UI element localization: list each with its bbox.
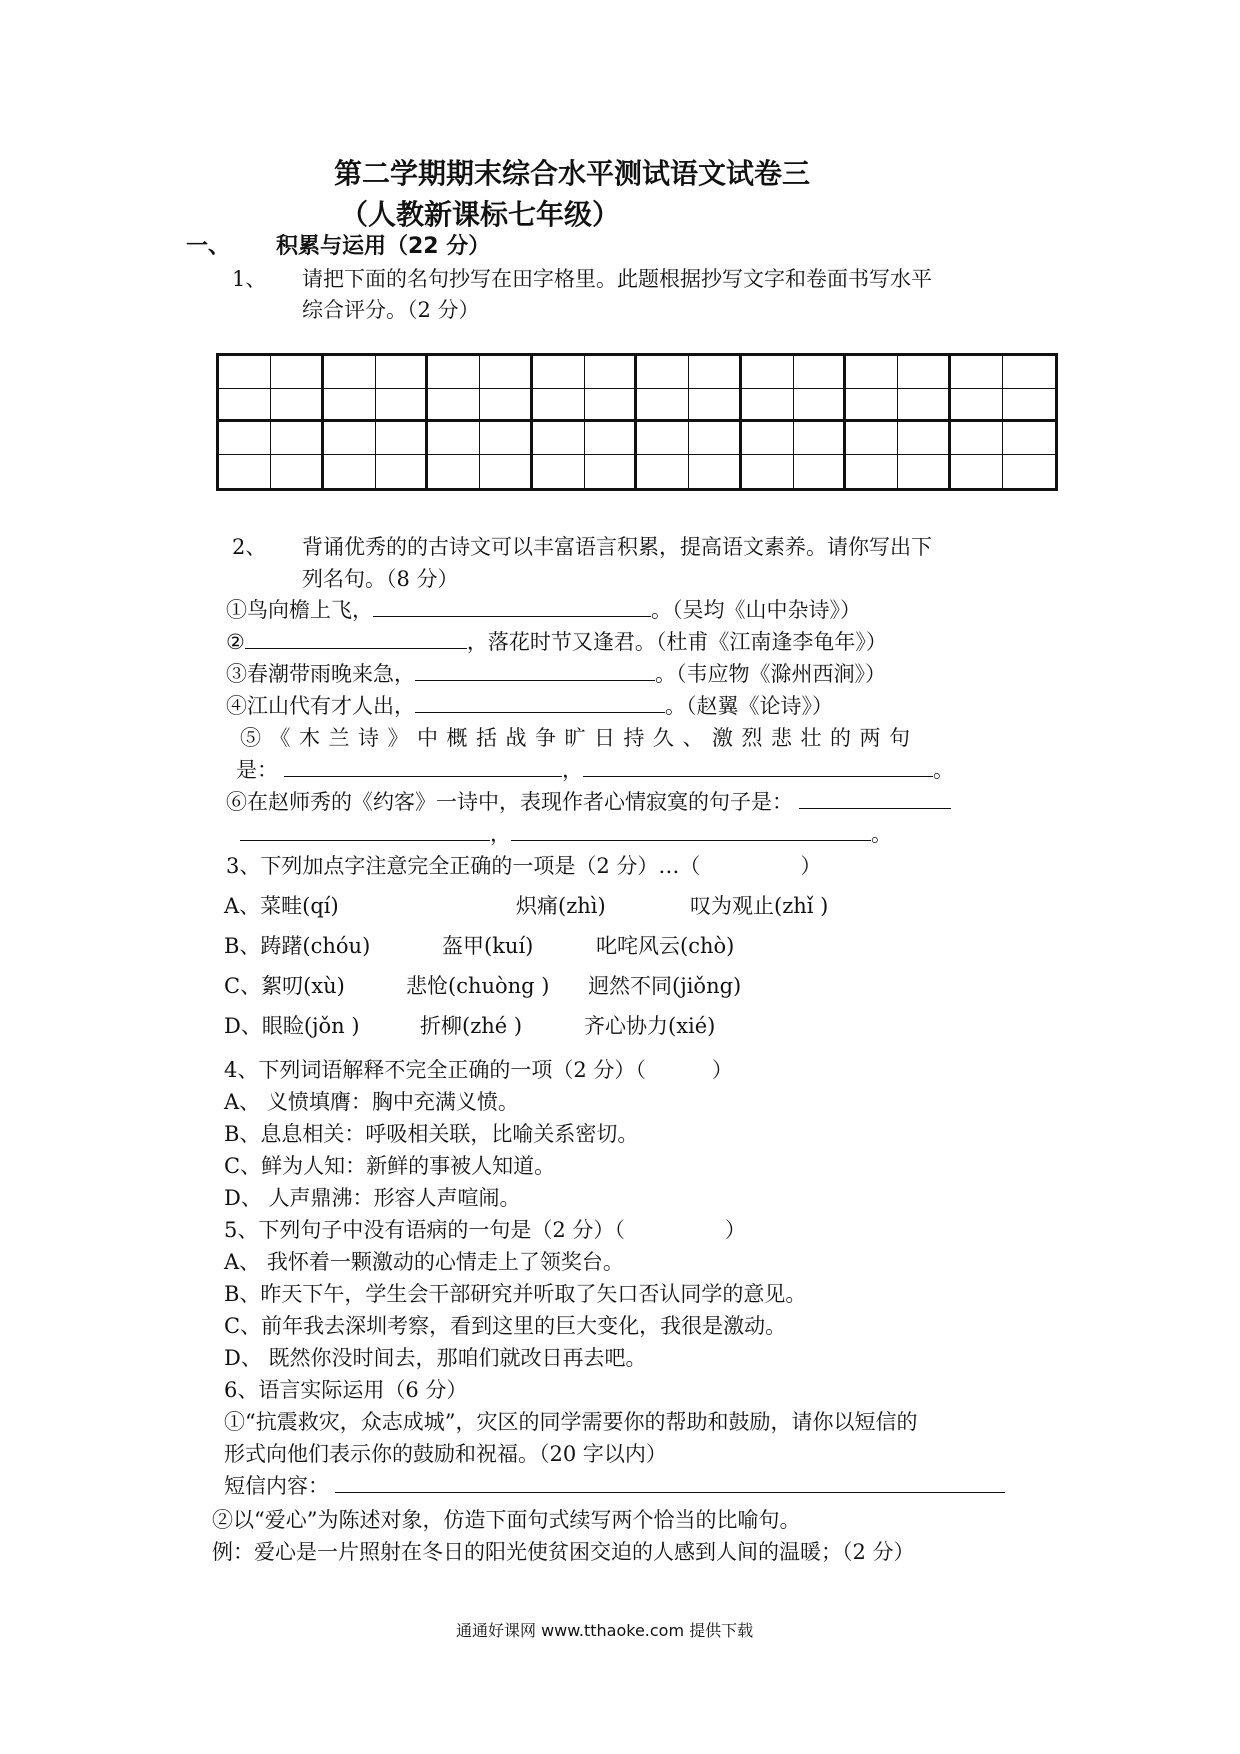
q6-example: 例：爱心是一片照射在冬日的阳光使贫困交迫的人感到人间的温暖；（2 分）	[212, 1540, 915, 1564]
q3-close: ）	[800, 854, 822, 878]
q3-stem	[226, 850, 821, 880]
q3-option-d1: D、眼睑(jǒn )	[224, 1014, 360, 1038]
answer-blank[interactable]	[511, 818, 871, 841]
grid-cell[interactable]	[1003, 389, 1055, 422]
q2-item-3	[226, 658, 886, 688]
q2-item-4-suffix: 。（赵翼《论诗》）	[665, 694, 833, 718]
answer-blank[interactable]	[240, 818, 490, 841]
page-title: 第二学期期末综合水平测试语文试卷三	[334, 157, 811, 190]
page-subtitle: （人教新课标七年级）	[340, 198, 621, 231]
grid-cell[interactable]	[794, 422, 846, 455]
grid-cell[interactable]	[637, 422, 689, 455]
q3-option-a1: A、菜畦(qí)	[224, 894, 339, 918]
section-title: 积累与运用（22 分）	[276, 234, 491, 259]
grid-cell[interactable]	[533, 455, 585, 488]
q4-stem-text: 4、下列词语解释不完全正确的一项（2 分）（	[224, 1058, 646, 1082]
answer-blank[interactable]	[284, 754, 562, 777]
grid-cell[interactable]	[742, 356, 794, 389]
footer-text: 通通好课网 www.tthaoke.com 提供下载	[456, 1621, 754, 1640]
q3-option-b2: 盔甲(kuí)	[442, 934, 534, 958]
grid-cell[interactable]	[428, 356, 480, 389]
grid-cell[interactable]	[637, 356, 689, 389]
q3-stem-text: 3、下列加点字注意完全正确的一项是（2 分）…（	[226, 854, 701, 878]
q6-part2-line1: ②以“爱心”为陈述对象，仿造下面句式续写两个恰当的比喻句。	[212, 1508, 801, 1532]
q2-item-6-line1	[226, 786, 951, 816]
answer-blank[interactable]	[583, 754, 933, 777]
q4-option-a: A、 义愤填膺：胸中充满义愤。	[224, 1090, 519, 1114]
grid-cell[interactable]	[324, 356, 376, 389]
q2-item-1-prefix: ①鸟向檐上飞，	[226, 598, 373, 622]
q4-option-c: C、鲜为人知：新鲜的事被人知道。	[224, 1154, 556, 1178]
answer-blank[interactable]	[415, 690, 665, 713]
grid-cell[interactable]	[219, 455, 271, 488]
grid-cell[interactable]	[898, 389, 950, 422]
q6-part1-line2: 形式向他们表示你的鼓励和祝福。（20 字以内）	[224, 1442, 667, 1466]
grid-cell[interactable]	[689, 389, 741, 422]
grid-cell[interactable]	[689, 356, 741, 389]
q5-option-b: B、昨天下午，学生会干部研究并听取了矢口否认同学的意见。	[224, 1282, 807, 1306]
q5-close: ）	[724, 1218, 746, 1242]
q3-option-c2: 悲怆(chuòng )	[406, 974, 550, 998]
grid-cell[interactable]	[480, 389, 532, 422]
q3-option-a3: 叹为观止(zhǐ )	[690, 894, 829, 918]
q2-item-1-suffix: 。（吴均《山中杂诗》）	[651, 598, 861, 622]
q2-item-2-prefix: ②	[226, 630, 245, 654]
answer-blank[interactable]	[415, 658, 655, 681]
grid-cell[interactable]	[637, 455, 689, 488]
grid-cell[interactable]	[428, 389, 480, 422]
q2-item-5-line2	[236, 754, 954, 784]
q1-number: 1、	[232, 267, 267, 291]
q3-option-d2: 折柳(zhé )	[420, 1014, 523, 1038]
grid-cell[interactable]	[742, 455, 794, 488]
grid-cell[interactable]	[689, 455, 741, 488]
answer-blank[interactable]	[373, 594, 651, 617]
grid-cell[interactable]	[324, 455, 376, 488]
q2-item-2	[226, 626, 887, 656]
q2-item-6-comma: ，	[490, 822, 511, 846]
grid-cell[interactable]	[428, 422, 480, 455]
q4-option-d: D、 人声鼎沸：形容人声喧闹。	[224, 1186, 521, 1210]
grid-cell[interactable]	[271, 356, 323, 389]
q2-line1: 背诵优秀的的古诗文可以丰富语言积累，提高语文素养。请你写出下	[302, 535, 932, 559]
grid-cell[interactable]	[324, 389, 376, 422]
q4-close: ）	[711, 1058, 733, 1082]
q2-item-5-line1: ⑤《木兰诗》中概括战争旷日持久、激烈悲壮的两句	[240, 726, 919, 750]
q3-option-a2: 炽痛(zhì)	[516, 894, 606, 918]
q3-option-b3: 叱咤风云(chò)	[596, 934, 735, 958]
q5-option-a: A、 我怀着一颗激动的心情走上了领奖台。	[224, 1250, 624, 1274]
q6-stem: 6、语言实际运用（6 分）	[224, 1378, 468, 1402]
grid-cell[interactable]	[480, 356, 532, 389]
q3-option-c3: 迥然不同(jiǒng)	[588, 974, 742, 998]
grid-cell[interactable]	[1003, 422, 1055, 455]
q2-item-4-prefix: ④江山代有才人出，	[226, 694, 415, 718]
q2-item-2-suffix: ，落花时节又逢君。（杜甫《江南逢李龟年》）	[466, 630, 887, 654]
grid-cell[interactable]	[376, 389, 428, 422]
q2-line2: 列名句。（8 分）	[302, 567, 459, 591]
grid-cell[interactable]	[585, 422, 637, 455]
grid-cell[interactable]	[742, 422, 794, 455]
grid-cell[interactable]	[376, 356, 428, 389]
sms-label: 短信内容：	[224, 1474, 329, 1498]
q1-line1: 请把下面的名句抄写在田字格里。此题根据抄写文字和卷面书写水平	[302, 267, 932, 291]
q3-option-b1: B、踌躇(chóu)	[224, 934, 371, 958]
grid-cell[interactable]	[219, 422, 271, 455]
sms-answer-blank[interactable]	[335, 1470, 1005, 1493]
grid-cell[interactable]	[1003, 455, 1055, 488]
q3-option-c1: C、絮叨(xù)	[224, 974, 345, 998]
grid-cell[interactable]	[794, 356, 846, 389]
grid-cell[interactable]	[637, 389, 689, 422]
grid-cell[interactable]	[846, 422, 898, 455]
q2-item-6-suffix: 。	[871, 822, 892, 846]
grid-cell[interactable]	[951, 422, 1003, 455]
q6-sms-row	[224, 1470, 1005, 1500]
q5-option-c: C、前年我去深圳考察，看到这里的巨大变化，我很是激动。	[224, 1314, 787, 1338]
q2-item-3-prefix: ③春潮带雨晚来急，	[226, 662, 415, 686]
answer-blank[interactable]	[799, 786, 951, 809]
grid-cell[interactable]	[898, 422, 950, 455]
grid-cell[interactable]	[689, 422, 741, 455]
q4-stem	[224, 1054, 733, 1084]
grid-cell[interactable]	[585, 356, 637, 389]
q2-item-5-suffix: 。	[933, 758, 954, 782]
q2-item-6-text: ⑥在赵师秀的《约客》一诗中，表现作者心情寂寞的句子是：	[226, 790, 793, 814]
grid-cell[interactable]	[480, 422, 532, 455]
grid-cell[interactable]	[324, 422, 376, 455]
grid-cell[interactable]	[480, 455, 532, 488]
grid-cell[interactable]	[794, 389, 846, 422]
tianzige-grid[interactable]	[216, 353, 1058, 491]
answer-blank[interactable]	[245, 626, 467, 649]
grid-cell[interactable]	[742, 389, 794, 422]
grid-cell[interactable]	[271, 422, 323, 455]
q2-item-3-suffix: 。（韦应物《滁州西涧》）	[655, 662, 886, 686]
q5-stem	[224, 1214, 746, 1244]
grid-cell[interactable]	[428, 455, 480, 488]
grid-cell[interactable]	[585, 389, 637, 422]
grid-cell[interactable]	[1003, 356, 1055, 389]
grid-cell[interactable]	[898, 455, 950, 488]
section-number: 一、	[186, 234, 231, 259]
q6-part1-line1: ①“抗震救灾，众志成城”，灾区的同学需要你的帮助和鼓励，请你以短信的	[224, 1410, 918, 1434]
grid-cell[interactable]	[951, 356, 1003, 389]
q5-stem-text: 5、下列句子中没有语病的一句是（2 分）（	[224, 1218, 625, 1242]
grid-cell[interactable]	[376, 455, 428, 488]
q4-option-b: B、息息相关：呼吸相关联，比喻关系密切。	[224, 1122, 639, 1146]
q2-item-5-prefix: 是：	[236, 758, 278, 782]
grid-cell[interactable]	[533, 389, 585, 422]
grid-cell[interactable]	[271, 389, 323, 422]
q2-number: 2、	[232, 535, 267, 559]
q5-option-d: D、 既然你没时间去，那咱们就改日再去吧。	[224, 1346, 647, 1370]
q2-item-1	[226, 594, 861, 624]
grid-cell[interactable]	[533, 356, 585, 389]
grid-cell[interactable]	[898, 356, 950, 389]
q2-item-5-comma: ，	[562, 758, 583, 782]
grid-cell[interactable]	[376, 422, 428, 455]
grid-cell[interactable]	[219, 389, 271, 422]
grid-cell[interactable]	[271, 455, 323, 488]
grid-cell[interactable]	[951, 389, 1003, 422]
grid-cell[interactable]	[794, 455, 846, 488]
grid-cell[interactable]	[951, 455, 1003, 488]
grid-cell[interactable]	[846, 455, 898, 488]
q1-line2: 综合评分。（2 分）	[302, 298, 480, 322]
q2-item-6-line2	[240, 818, 892, 848]
grid-cell[interactable]	[585, 455, 637, 488]
q2-item-4	[226, 690, 833, 720]
grid-cell[interactable]	[846, 356, 898, 389]
q3-option-d3: 齐心协力(xié)	[584, 1014, 716, 1038]
grid-cell[interactable]	[846, 389, 898, 422]
grid-cell[interactable]	[219, 356, 271, 389]
grid-cell[interactable]	[533, 422, 585, 455]
